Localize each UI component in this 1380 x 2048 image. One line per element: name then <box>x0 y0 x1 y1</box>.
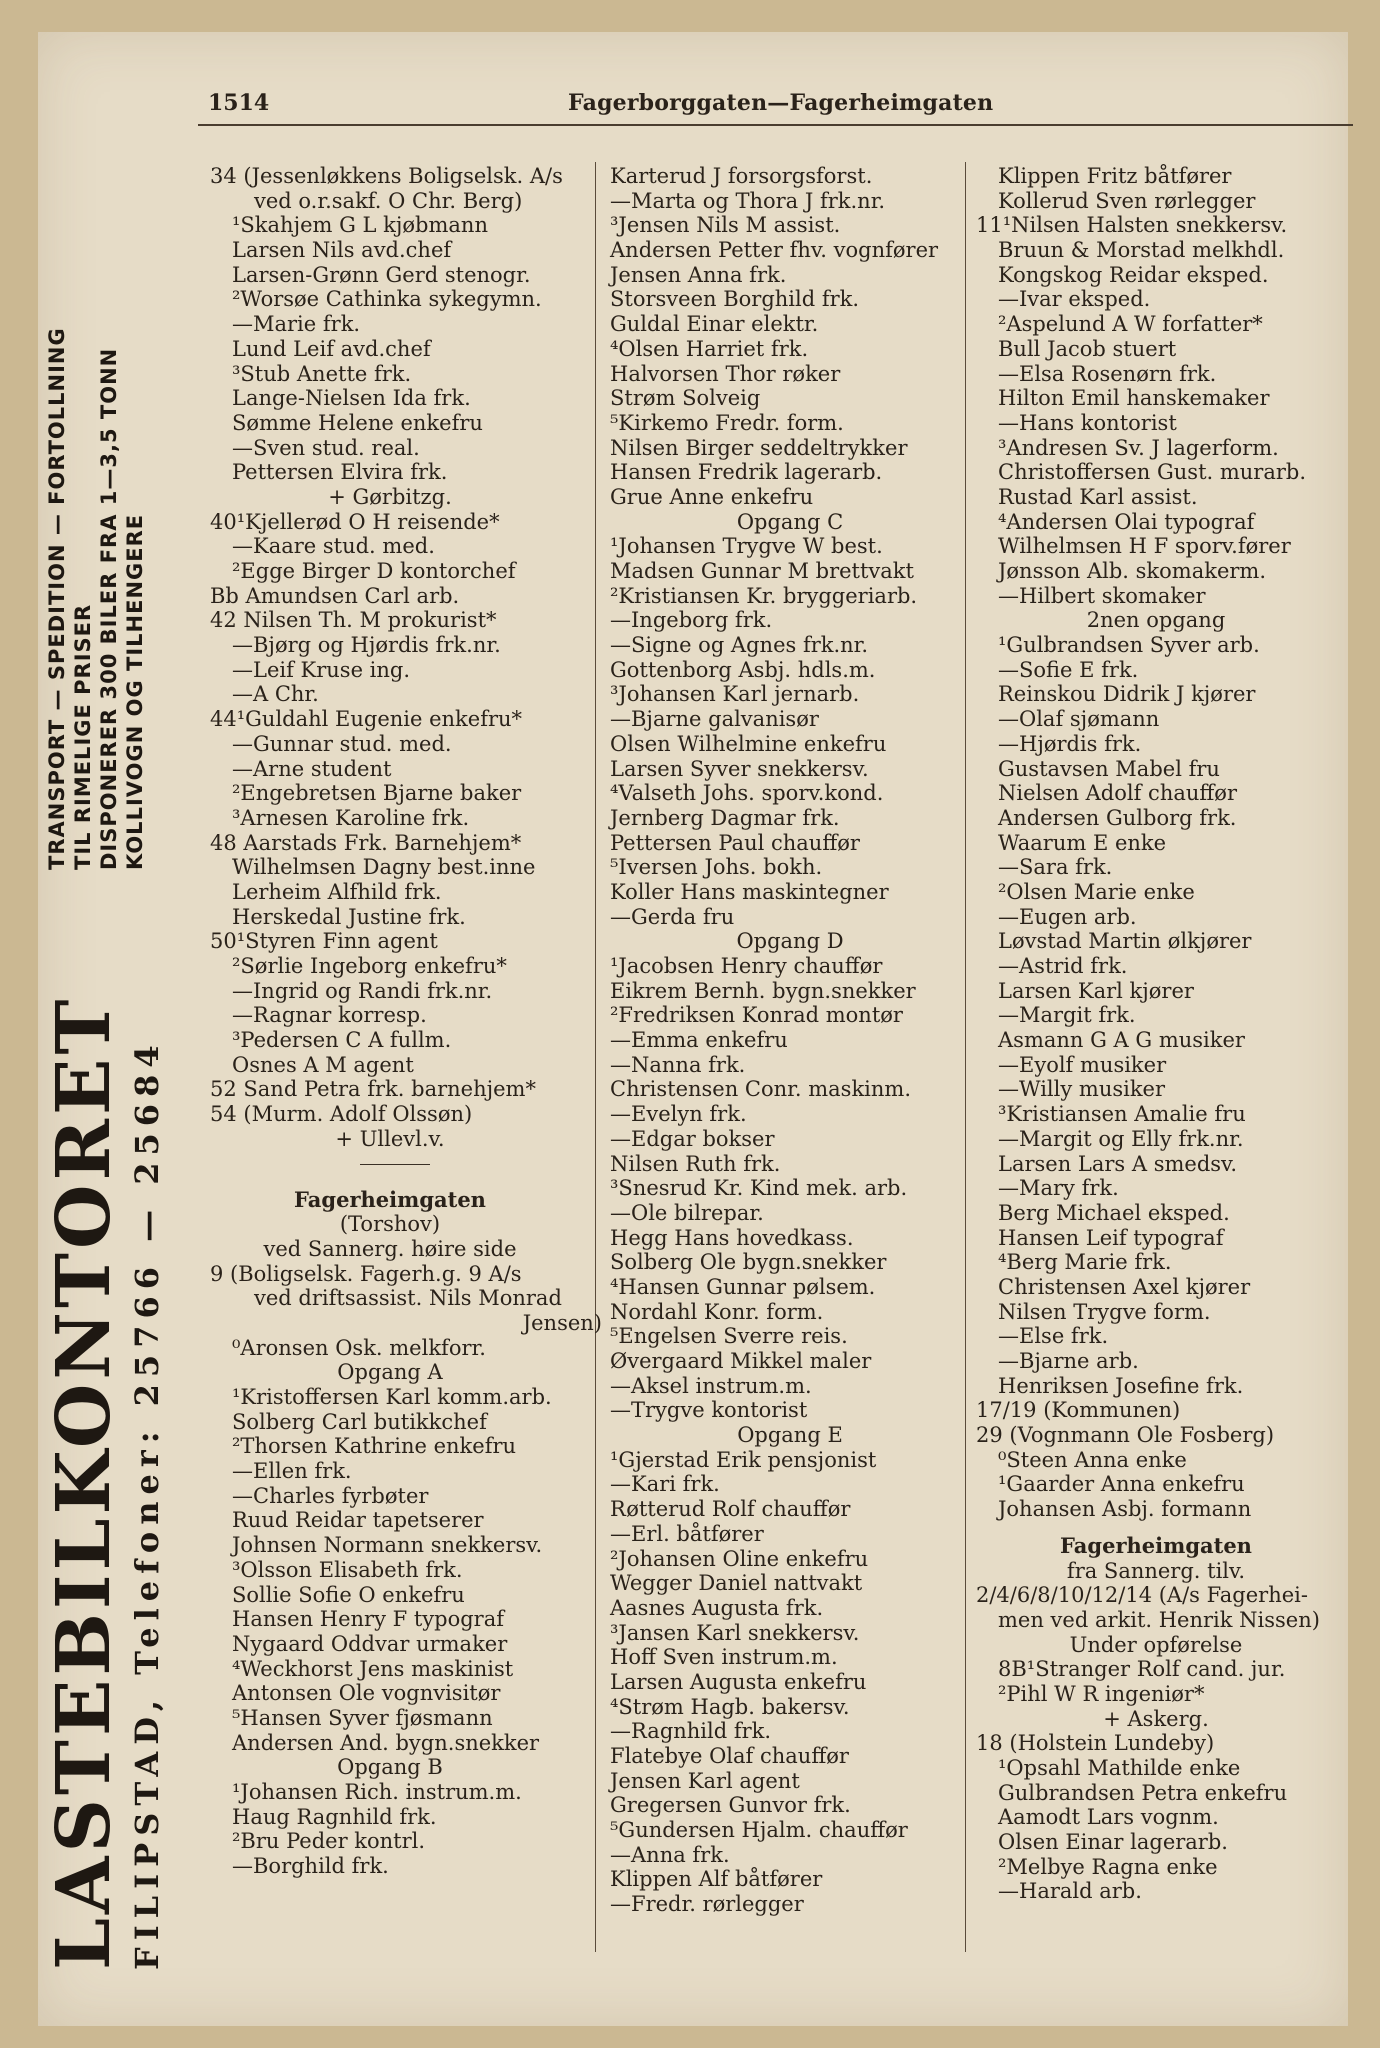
directory-line: ⁴Olsen Harriet frk. <box>610 336 809 361</box>
directory-line: ³Jansen Karl snekkersv. <box>610 1620 860 1645</box>
directory-line: Bruun & Morstad melkhdl. <box>998 238 1285 263</box>
directory-line: —Elsa Rosenørn frk. <box>998 361 1217 386</box>
directory-line: Olsen Einar lagerarb. <box>998 1830 1228 1855</box>
directory-line: —A Chr. <box>232 682 319 707</box>
directory-line: —Arne student <box>232 756 392 781</box>
directory-line: —Bjørg og Hjørdis frk.nr. <box>232 633 501 658</box>
directory-line: Gustavsen Mabel fru <box>998 756 1220 781</box>
directory-line: Flatebye Olaf chauffør <box>610 1744 849 1768</box>
directory-line: Pettersen Paul chauffør <box>610 830 860 855</box>
directory-line: ⁴Berg Marie frk. <box>998 1250 1172 1275</box>
directory-line: —Hans kontorist <box>998 410 1177 435</box>
directory-line: ⁴Valseth Johs. sporv.kond. <box>610 781 884 806</box>
directory-line: 17/19 (Kommunen) <box>976 1398 1181 1423</box>
directory-line: ¹Opsahl Mathilde enke <box>998 1756 1241 1780</box>
directory-line: Opgang E <box>737 1423 843 1448</box>
directory-line: Under opførelse <box>1069 1632 1243 1657</box>
directory-line: —Ole bilrepar. <box>610 1200 764 1225</box>
directory-line: Reinskou Didrik J kjører <box>998 682 1256 707</box>
directory-line: Olsen Wilhelmine enkefru <box>610 731 887 756</box>
directory-line: Osnes A M agent <box>232 1052 414 1077</box>
directory-line: Opgang A <box>337 1360 443 1385</box>
directory-line: —Sara frk. <box>998 855 1113 880</box>
directory-line: ²Fredriksen Konrad montør <box>610 1003 903 1028</box>
directory-line: —Marta og Thora J frk.nr. <box>610 188 886 213</box>
directory-line: Bb Amundsen Carl arb. <box>210 583 460 608</box>
directory-line: ²Worsøe Cathinka sykegymn. <box>232 287 542 312</box>
directory-line: ³Pedersen C A fullm. <box>232 1028 452 1053</box>
page-number: 1514 <box>208 90 270 116</box>
directory-line: Klippen Alf båtfører <box>610 1867 823 1892</box>
directory-line: ²Thorsen Kathrine enkefru <box>232 1434 517 1459</box>
ad-line: DISPONERER 300 BILER FRA 1—3,5 TONN <box>97 347 121 870</box>
directory-line: ³Olsson Elisabeth frk. <box>232 1557 463 1582</box>
directory-line: ⁵Iversen Johs. bokh. <box>610 855 823 880</box>
directory-line: Opgang D <box>736 929 844 954</box>
directory-line: Henriksen Josefine frk. <box>998 1373 1244 1398</box>
ad-brand-name: LASTEBILKONTORET <box>41 995 127 1970</box>
directory-line: ⁵Engelsen Sverre reis. <box>610 1324 848 1349</box>
directory-line: Antonsen Ole vognvisitør <box>232 1681 501 1706</box>
directory-line: Larsen Syver snekkersv. <box>610 756 869 781</box>
directory-line: Nygaard Oddvar urmaker <box>232 1631 508 1656</box>
directory-line: —Ellen frk. <box>232 1459 352 1484</box>
directory-line: —Sofie E frk. <box>998 657 1139 682</box>
directory-line: 11¹Nilsen Halsten snekkersv. <box>976 213 1288 238</box>
directory-line: —Hilbert skomaker <box>998 583 1206 608</box>
directory-line: Solberg Carl butikkchef <box>232 1409 487 1434</box>
directory-line: 54 (Murm. Adolf Olssøn) <box>210 1102 473 1127</box>
directory-line: Rustad Karl assist. <box>998 484 1198 509</box>
directory-line: Lerheim Alfhild frk. <box>232 879 442 904</box>
directory-line: Solberg Ole bygn.snekker <box>610 1250 887 1275</box>
directory-column-2 <box>610 164 1010 1917</box>
directory-line: —Ragnhild frk. <box>610 1719 772 1744</box>
directory-line: —Olaf sjømann <box>998 707 1160 732</box>
directory-line: 2nen opgang <box>1086 608 1226 633</box>
directory-line: Andersen Gulborg frk. <box>998 805 1237 830</box>
directory-line: 40¹Kjellerød O H reisende* <box>210 509 500 534</box>
directory-line: Larsen Karl kjører <box>998 978 1194 1003</box>
directory-line: Øvergaard Mikkel maler <box>610 1349 872 1373</box>
directory-line: Jensen) <box>522 1310 602 1335</box>
directory-line: Larsen Lars A smedsv. <box>998 1151 1238 1176</box>
directory-line: 9 (Boligselsk. Fagerh.g. 9 A/s <box>210 1261 522 1286</box>
directory-line: —Mary frk. <box>998 1176 1119 1201</box>
directory-line: ²Aspelund A W forfatter* <box>998 312 1263 337</box>
directory-line: Aamodt Lars vognm. <box>998 1805 1219 1830</box>
directory-line: Jensen Anna frk. <box>610 262 787 287</box>
directory-line: Hegg Hans hovedkass. <box>610 1225 854 1250</box>
directory-line: ⁵Gundersen Hjalm. chauffør <box>610 1818 908 1843</box>
directory-line: ²Egge Birger D kontorchef <box>232 559 516 583</box>
directory-line: —Ragnar korresp. <box>232 1003 427 1028</box>
directory-line: Wegger Daniel nattvakt <box>610 1571 863 1596</box>
directory-line: ²Kristiansen Kr. bryggeriarb. <box>610 583 918 608</box>
directory-line: —Evelyn frk. <box>610 1102 747 1127</box>
directory-line: Hilton Emil hanskemaker <box>998 386 1270 411</box>
section-gap <box>210 1176 610 1188</box>
directory-line: Jønsson Alb. skomakerm. <box>998 559 1267 583</box>
ad-line: TRANSPORT — SPEDITION — FORTOLLNING <box>45 327 69 870</box>
directory-page <box>38 32 1348 2026</box>
directory-line: —Edgar bokser <box>610 1126 775 1151</box>
directory-line: —Eugen arb. <box>998 904 1137 929</box>
directory-line: 8B¹Stranger Rolf cand. jur. <box>998 1657 1286 1682</box>
directory-line: ¹Gulbrandsen Syver arb. <box>998 633 1260 658</box>
directory-line: ³Arnesen Karoline frk. <box>232 805 470 830</box>
directory-line: ³Snesrud Kr. Kind mek. arb. <box>610 1176 908 1201</box>
directory-line: —Marie frk. <box>232 312 361 337</box>
directory-line: Larsen Augusta enkefru <box>610 1669 867 1694</box>
directory-line: —Margit frk. <box>998 1003 1136 1028</box>
directory-line: + Askerg. <box>1103 1706 1209 1731</box>
directory-line: ⁴Weckhorst Jens maskinist <box>232 1656 514 1681</box>
directory-line: ⁰Aronsen Osk. melkforr. <box>232 1335 486 1360</box>
directory-line: ²Sørlie Ingeborg enkefru* <box>232 954 507 978</box>
directory-line: ⁰Steen Anna enke <box>998 1447 1187 1472</box>
directory-line: ⁵Hansen Syver fjøsmann <box>232 1705 493 1730</box>
directory-line: ¹Johansen Trygve W best. <box>610 534 883 559</box>
directory-line: 44¹Guldahl Eugenie enkefru* <box>210 707 523 732</box>
directory-line: Jernberg Dagmar frk. <box>610 805 840 830</box>
directory-line: —Borghild frk. <box>232 1854 389 1879</box>
directory-line: Sømme Helene enkefru <box>232 410 483 435</box>
directory-line: —Emma enkefru <box>610 1028 788 1053</box>
directory-line: Madsen Gunnar M brettvakt <box>610 559 914 583</box>
directory-line: Karterud J forsorgsforst. <box>610 164 873 188</box>
directory-line: —Ingeborg frk. <box>610 608 773 633</box>
directory-line: 50¹Styren Finn agent <box>210 929 438 954</box>
directory-line: —Else frk. <box>998 1324 1109 1349</box>
ad-service-lines <box>44 130 204 870</box>
directory-line: Pettersen Elvira frk. <box>232 460 448 485</box>
ad-line: KOLLIVOGN OG TILHENGERE <box>123 513 147 870</box>
directory-line: ³Kristiansen Amalie fru <box>998 1102 1246 1127</box>
directory-line: Andersen And. bygn.snekker <box>232 1730 540 1755</box>
street-heading: Fagerheimgaten <box>294 1186 486 1212</box>
directory-line: Andersen Petter fhv. vognfører <box>610 238 939 263</box>
directory-line: fra Sannerg. tilv. <box>1066 1558 1246 1583</box>
directory-column-1 <box>210 164 610 1879</box>
directory-line: Nielsen Adolf chauffør <box>998 781 1237 806</box>
directory-line: —Gunnar stud. med. <box>232 731 452 756</box>
directory-line: ²Pihl W R ingeniør* <box>998 1681 1205 1706</box>
directory-line: —Harald arb. <box>998 1879 1142 1904</box>
directory-line: —Leif Kruse ing. <box>232 657 411 682</box>
street-heading: Fagerheimgaten <box>1060 1532 1252 1558</box>
directory-line: + Gørbitzg. <box>328 484 452 509</box>
directory-line: ³Stub Anette frk. <box>232 361 412 386</box>
directory-line: + Ullevl.v. <box>335 1126 445 1151</box>
directory-line: Wilhelmsen Dagny best.inne <box>232 855 536 880</box>
directory-line: —Willy musiker <box>998 1077 1166 1102</box>
directory-line: —Kari frk. <box>610 1472 720 1497</box>
directory-line: —Astrid frk. <box>998 954 1128 978</box>
directory-line: Lange-Nielsen Ida frk. <box>232 386 471 411</box>
directory-line: ²Bru Peder kontrl. <box>232 1829 426 1854</box>
directory-line: ²Engebretsen Bjarne baker <box>232 781 522 806</box>
directory-line: ⁵Kirkemo Fredr. form. <box>610 410 844 435</box>
header-rule <box>198 124 1353 126</box>
directory-line: —Aksel instrum.m. <box>610 1373 812 1398</box>
directory-line: Kongskog Reidar eksped. <box>998 262 1269 287</box>
directory-line: —Charles fyrbøter <box>232 1483 429 1508</box>
directory-line: Haug Ragnhild frk. <box>232 1804 437 1829</box>
directory-line: Klippen Fritz båtfører <box>998 164 1232 188</box>
directory-line: Nilsen Trygve form. <box>998 1299 1211 1324</box>
directory-line: Nilsen Birger seddeltrykker <box>610 435 908 460</box>
directory-line: Asmann G A G musiker <box>998 1028 1245 1053</box>
directory-line: ¹Kristoffersen Karl komm.arb. <box>232 1385 552 1409</box>
directory-line: Koller Hans maskintegner <box>610 879 889 904</box>
directory-line: Lund Leif avd.chef <box>232 336 431 361</box>
directory-line: ¹Johansen Rich. instrum.m. <box>232 1780 522 1804</box>
directory-line: Larsen Nils avd.chef <box>232 238 452 263</box>
directory-line: ³Andresen Sv. J lagerform. <box>998 435 1279 460</box>
directory-line: Waarum E enke <box>998 830 1167 855</box>
directory-line: ¹Gjerstad Erik pensjonist <box>610 1447 877 1472</box>
directory-line: Ruud Reidar tapetserer <box>232 1508 484 1533</box>
directory-line: —Trygve kontorist <box>610 1398 808 1423</box>
directory-line: —Bjarne arb. <box>998 1349 1139 1373</box>
directory-line: ²Melbye Ragna enke <box>998 1854 1218 1879</box>
directory-line: —Anna frk. <box>610 1842 730 1867</box>
directory-line: 18 (Holstein Lundeby) <box>976 1731 1215 1756</box>
directory-line: —Margit og Elly frk.nr. <box>998 1126 1244 1151</box>
directory-line: 34 (Jessenløkkens Boligselsk. A/s <box>210 164 563 188</box>
directory-line: Hoff Sven instrum.m. <box>610 1645 838 1670</box>
directory-line: Sollie Sofie O enkefru <box>232 1582 465 1607</box>
running-head: Fagerborggaten—Fagerheimgaten <box>568 90 994 116</box>
directory-line: Halvorsen Thor røker <box>610 361 841 386</box>
directory-line: Røtterud Rolf chauffør <box>610 1497 851 1522</box>
directory-line: Christensen Axel kjører <box>998 1274 1251 1299</box>
directory-line: —Hjørdis frk. <box>998 731 1142 756</box>
directory-line: Gulbrandsen Petra enkefru <box>998 1780 1288 1805</box>
directory-line: ved driftsassist. Nils Monrad <box>254 1286 562 1311</box>
directory-line: —Bjarne galvanisør <box>610 707 819 732</box>
directory-line: ⁴Strøm Hagb. bakersv. <box>610 1694 850 1719</box>
directory-line: —Ivar eksped. <box>998 287 1151 312</box>
directory-line: Hansen Henry F typograf <box>232 1607 505 1632</box>
directory-line: ²Olsen Marie enke <box>998 879 1195 904</box>
directory-line: Johnsen Normann snekkersv. <box>232 1533 543 1558</box>
directory-line: Bull Jacob stuert <box>998 336 1177 361</box>
directory-line: Jensen Karl agent <box>610 1768 800 1793</box>
directory-line: Herskedal Justine frk. <box>232 904 466 929</box>
directory-line: Christoffersen Gust. murarb. <box>998 460 1307 485</box>
section-rule <box>210 1152 610 1176</box>
directory-line: Opgang B <box>337 1755 443 1780</box>
directory-line: men ved arkit. Henrik Nissen) <box>998 1607 1320 1632</box>
directory-line: Berg Michael eksped. <box>998 1200 1230 1225</box>
directory-line: —Fredr. rørlegger <box>610 1892 804 1917</box>
directory-line: Larsen-Grønn Gerd stenogr. <box>232 262 531 287</box>
directory-line: Christensen Conr. maskinm. <box>610 1077 912 1102</box>
section-gap <box>976 1522 1376 1534</box>
side-advertisement <box>41 160 224 2000</box>
directory-line: —Erl. båtfører <box>610 1521 764 1546</box>
directory-line: 2/4/6/8/10/12/14 (A/s Fagerhei- <box>976 1583 1308 1608</box>
directory-line: 29 (Vognmann Ole Fosberg) <box>976 1423 1275 1448</box>
directory-line: —Eyolf musiker <box>998 1052 1167 1077</box>
directory-line: Aasnes Augusta frk. <box>610 1595 824 1620</box>
directory-line: Løvstad Martin ølkjører <box>998 929 1252 954</box>
directory-line: —Sven stud. real. <box>232 435 420 460</box>
directory-line: Hansen Fredrik lagerarb. <box>610 460 883 485</box>
directory-line: —Nanna frk. <box>610 1052 746 1077</box>
directory-line: 42 Nilsen Th. M prokurist* <box>210 608 497 633</box>
directory-line: ²Johansen Oline enkefru <box>610 1546 869 1571</box>
directory-line: Strøm Solveig <box>610 386 761 411</box>
directory-line: —Signe og Agnes frk.nr. <box>610 633 869 658</box>
directory-line: ved o.r.sakf. O Chr. Berg) <box>254 188 523 213</box>
directory-line: ved Sannerg. høire side <box>263 1236 517 1261</box>
directory-line: —Gerda fru <box>610 904 735 929</box>
ad-phone-line: FILIPSTAD, Telefoner: 25766 — 25684 <box>128 1038 166 1970</box>
directory-line: ⁴Hansen Gunnar pølsem. <box>610 1274 876 1299</box>
directory-line: Hansen Leif typograf <box>998 1225 1224 1250</box>
directory-line: Gottenborg Asbj. hdls.m. <box>610 657 876 682</box>
directory-line: Guldal Einar elektr. <box>610 312 819 337</box>
directory-line: Nilsen Ruth frk. <box>610 1151 781 1176</box>
directory-line: ¹Gaarder Anna enkefru <box>998 1472 1245 1497</box>
directory-line: Wilhelmsen H F sporv.fører <box>998 534 1291 559</box>
directory-line: ³Jensen Nils M assist. <box>610 213 841 238</box>
directory-line: ³Johansen Karl jernarb. <box>610 682 860 707</box>
directory-line: ¹Skahjem G L kjøbmann <box>232 213 488 238</box>
ad-line: TIL RIMELIGE PRISER <box>71 603 95 870</box>
directory-line: (Torshov) <box>339 1212 441 1237</box>
directory-line: Grue Anne enkefru <box>610 484 814 509</box>
directory-line: Eikrem Bernh. bygn.snekker <box>610 978 916 1003</box>
directory-line: Nordahl Konr. form. <box>610 1299 824 1324</box>
directory-line: 52 Sand Petra frk. barnehjem* <box>210 1077 536 1102</box>
directory-line: —Ingrid og Randi frk.nr. <box>232 978 493 1003</box>
directory-line: Opgang C <box>736 509 844 534</box>
directory-line: ⁴Andersen Olai typograf <box>998 509 1255 534</box>
directory-line: Johansen Asbj. formann <box>998 1497 1252 1522</box>
directory-line: Gregersen Gunvor frk. <box>610 1793 851 1818</box>
directory-column-3 <box>976 164 1376 1904</box>
directory-line: —Kaare stud. med. <box>232 534 435 559</box>
directory-line: 48 Aarstads Frk. Barnehjem* <box>210 830 522 855</box>
directory-line: Storsveen Borghild frk. <box>610 287 860 312</box>
directory-line: ¹Jacobsen Henry chauffør <box>610 954 883 978</box>
directory-line: Kollerud Sven rørlegger <box>998 188 1256 213</box>
